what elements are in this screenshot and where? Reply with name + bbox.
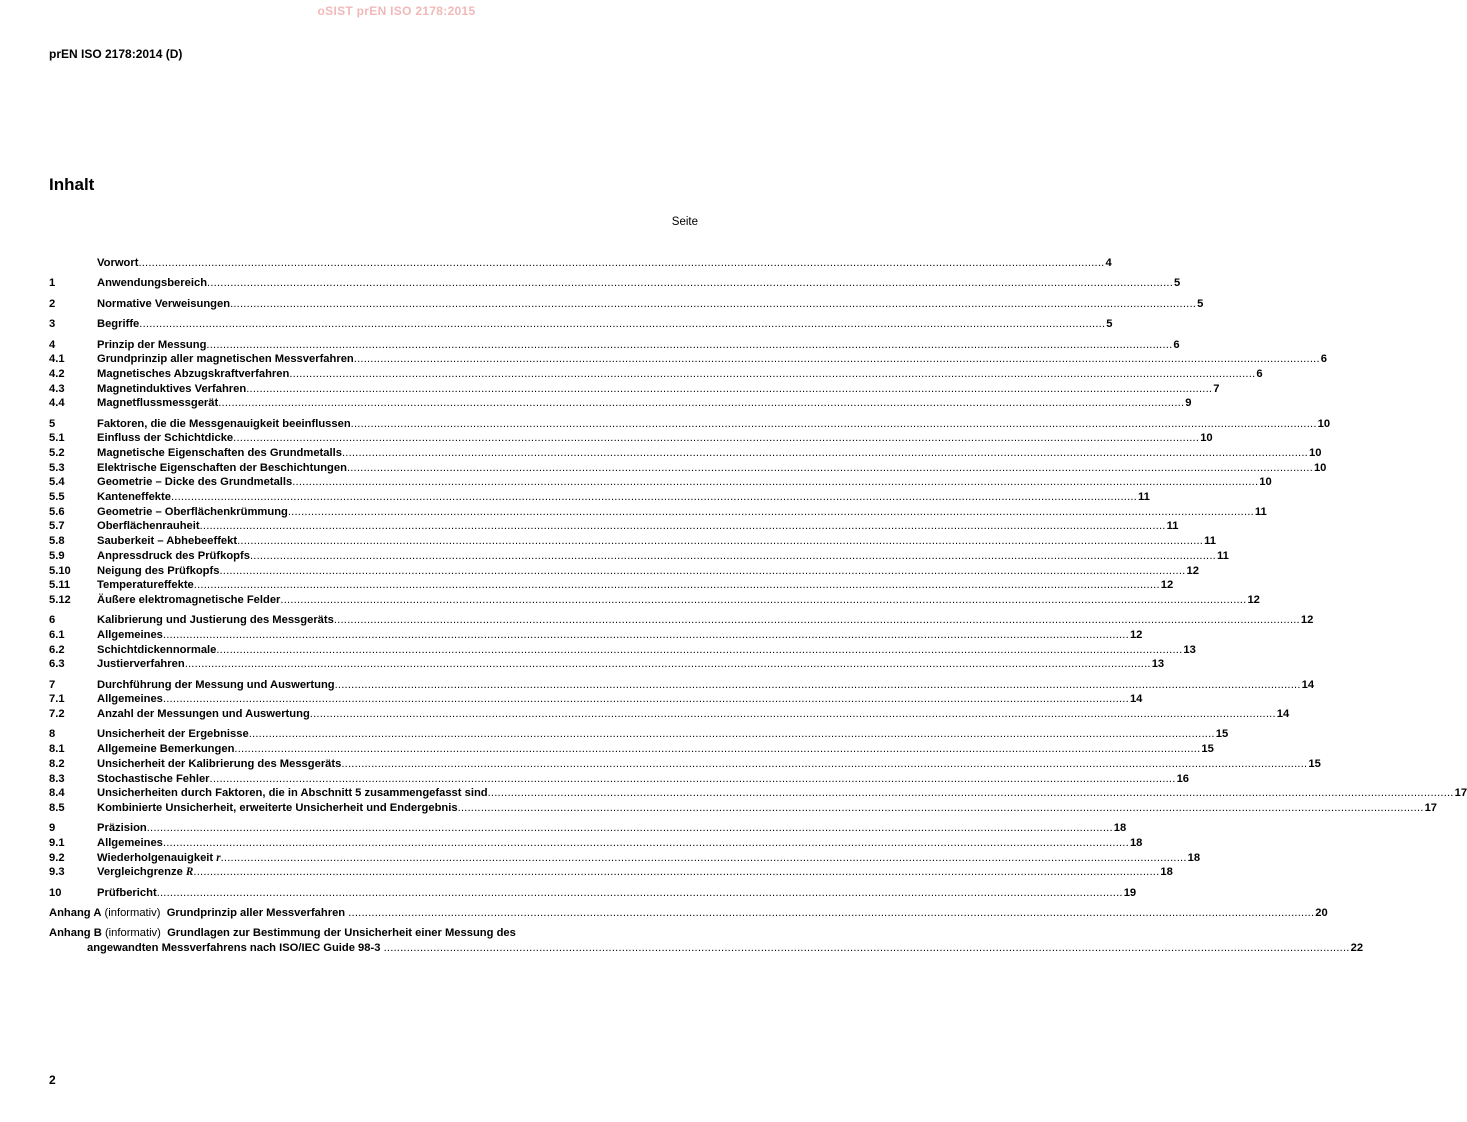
toc-entry-title-text: Allgemeines [97,836,163,849]
toc-entry-title-text: Magnetische Eigenschaften des Grundmetalls [97,447,342,459]
toc-entry[interactable] [49,431,1213,446]
toc-entry-title-text: Anzahl der Messungen und Auswertung [97,708,310,721]
toc-entry[interactable] [49,396,1192,411]
toc-entry-title-text: Wiederholgenauigkeit [97,851,214,864]
toc-entry-page: 10 [1308,447,1322,459]
toc-entry[interactable] [49,865,1173,880]
annex-a-label: Anhang A [49,907,102,920]
toc-entry-title [97,382,246,397]
seite-label: Seite [671,216,698,228]
toc-entry-title [97,431,233,446]
toc-entry-title [97,297,230,312]
toc-entry[interactable] [49,742,1214,757]
leader-dots [342,446,1308,461]
toc-entry-title [97,786,488,801]
annex-a-qualifier: (informativ) [104,907,161,920]
toc-entry-number: 5.6 [49,505,65,518]
toc-entry-title-text: Neigung des Prüfkopfs [97,564,220,577]
toc-entry-title-text: Unsicherheit der Kalibrierung des Messgeräts [97,757,342,770]
document-id: prEN ISO 2178:2014 (D) [49,47,183,61]
toc-entry-page: 10 [1259,476,1272,489]
toc-entry-page: 17 [1454,787,1467,800]
leader-dots [193,865,1159,880]
toc-entry-number: 9 [49,822,56,835]
toc-entry-title [97,446,342,461]
toc-entry-title-text: Normative Verweisungen [97,297,231,310]
watermark: oSIST prEN ISO 2178:2015 [317,4,476,18]
toc-entry-title [97,657,185,672]
toc-entry[interactable] [49,643,1196,658]
toc-entry[interactable] [49,593,1260,608]
leader-dots [351,417,1317,432]
toc-entry-number: 4.4 [49,397,65,410]
toc-entry-title-text: Präzision [97,822,147,835]
leader-dots [138,256,1104,271]
toc-entry-page: 14 [1129,693,1143,706]
toc-entry-title [97,692,163,707]
toc-entry-page: 6 [1256,367,1263,380]
page-title: Inhalt [49,175,95,194]
toc-entry-number: 8.4 [49,787,65,800]
leader-dots [249,727,1215,742]
leader-dots [488,786,1454,801]
toc-entry-title-text: Vergleichgrenze [97,866,183,879]
toc-entry-number: 8.1 [49,743,65,756]
toc-entry[interactable] [49,297,1204,312]
leader-dots [250,549,1216,564]
toc-entry-symbol: r [216,851,221,864]
toc-entry-number: 7.1 [49,693,65,706]
toc-entry-title [97,475,292,490]
leader-dots [347,461,1313,476]
toc-entry-title [97,505,288,520]
toc-entry-page: 12 [1247,593,1260,606]
toc-entry[interactable] [49,564,1199,579]
toc-entry-title [97,643,216,658]
toc-entry-number: 5.9 [49,549,65,562]
leader-dots [219,564,1185,579]
leader-dots [139,317,1105,332]
toc-entry-number: 10 [49,886,62,899]
leader-dots [292,475,1258,490]
toc-entry-number: 8.3 [49,772,65,785]
toc-entry-page: 11 [1138,491,1150,504]
toc-entry-page: 4 [1105,257,1112,269]
toc-entry-page: 12 [1160,579,1174,592]
toc-entry-title [97,707,310,722]
toc-entry[interactable] [49,417,1331,432]
toc-entry[interactable] [49,461,1327,476]
toc-entry-title-text: Allgemeine Bemerkungen [97,743,235,756]
toc-entry-title-text: Unsicherheit der Ergebnisse [97,728,249,741]
toc-entry[interactable] [49,757,1321,772]
toc-entry-number: 5.8 [49,535,65,548]
toc-entry-number: 5.10 [49,564,71,577]
toc-entry[interactable] [49,821,1127,836]
toc-entry-page: 11 [1216,549,1229,562]
toc-entry-number: 3 [49,318,56,331]
toc-entry-page: 5 [1197,297,1204,310]
toc-entry-title-text: Einfluss der Schichtdicke [97,432,234,445]
toc-entry-number: 8.5 [49,801,65,814]
toc-entry-title [97,564,219,579]
leader-dots [458,801,1424,816]
toc-entry-page: 11 [1254,505,1267,518]
toc-entry-number: 5.5 [49,491,65,504]
toc-entry-title-text: Durchführung der Messung und Auswertung [97,678,335,691]
toc-entry-title-text: Kombinierte Unsicherheit, erweiterte Unsicherheit und Endergebnis [97,801,458,814]
toc-entry-title-text: Elektrische Eigenschaften der Beschichtungen [97,461,347,474]
toc-entry-number: 5.12 [49,593,71,606]
toc-entry-title [97,417,351,432]
toc-entry[interactable] [49,256,1112,271]
toc-entry-title [97,742,234,757]
toc-entry-title-text: Stochastische Fehler [97,772,210,785]
toc-entry[interactable] [49,367,1263,382]
toc-entry[interactable] [49,886,1137,901]
toc-entry-title [97,836,163,851]
annex-a-page: 20 [1315,907,1328,920]
toc-entry-title [97,801,458,816]
leader-dots [335,678,1301,693]
annex-b-page: 22 [1350,942,1364,955]
toc-entry-title-text: Schichtdickennormale [97,643,217,656]
leader-dots [341,757,1307,772]
toc-entry[interactable] [49,490,1150,505]
leader-dots [216,643,1182,658]
toc-entry-page: 5 [1174,277,1181,290]
toc-entry-title-text: Temperatureffekte [97,579,194,592]
toc-entry-number: 9.1 [49,836,65,849]
leader-dots [194,578,1160,593]
annex-b-qualifier: (informativ) [104,927,161,940]
leader-dots [234,742,1200,757]
leader-dots [246,382,1212,397]
toc-entry-page: 15 [1308,757,1321,770]
toc-entry[interactable] [49,613,1314,628]
leader-dots [288,505,1254,520]
toc-entry-number: 2 [49,297,56,310]
toc-entry[interactable] [49,382,1220,397]
toc-entry[interactable] [49,692,1143,707]
toc-entry[interactable] [49,707,1290,722]
toc-entry-title [97,338,206,353]
toc-entry[interactable] [49,338,1180,353]
toc-entry-title-text: Geometrie – Oberflächenkrümmung [97,505,288,518]
leader-dots [163,628,1129,643]
leader-dots [230,297,1196,312]
toc-entry-number: 6.2 [49,643,65,656]
annex-b-label: Anhang B [49,927,102,940]
toc-entry-number: 4.3 [49,382,65,395]
toc-entry-title [97,367,289,382]
toc-entry-number: 1 [49,277,56,290]
toc-entry-symbol: R [185,866,194,879]
toc-entry-page: 10 [1200,432,1213,445]
toc-entry-page: 14 [1276,708,1290,721]
toc-entry-title [97,396,218,411]
toc-entry-page: 6 [1320,353,1328,366]
toc-entry-title-text: Begriffe [97,318,140,331]
toc-entry-page: 7 [1213,382,1220,395]
toc-entry-title-text: Unsicherheiten durch Faktoren, die in Abschnitt 5 zusammengefasst sind [97,787,488,800]
toc-entry[interactable] [49,352,1328,367]
toc-entry[interactable] [49,519,1179,534]
toc-entry[interactable] [49,534,1216,549]
leader-dots [280,593,1246,608]
toc-entry-page: 16 [1176,772,1190,785]
toc-entry-title [97,352,354,367]
toc-entry[interactable] [49,836,1143,851]
toc-entry-title-text: Allgemeines [97,628,163,641]
toc-entry-title [97,534,237,549]
toc-entry-page: 19 [1123,886,1137,899]
toc-entries [49,256,1467,900]
toc-entry-page: 18 [1113,822,1127,835]
toc-entry-page: 12 [1186,564,1199,577]
toc-entry-number: 5.1 [49,432,65,445]
toc-entry[interactable] [49,276,1181,291]
leader-dots [233,431,1199,446]
toc-entry-number: 5.11 [49,579,71,592]
leader-dots [348,906,1314,921]
toc-entry-number: 5.2 [49,447,65,459]
leader-dots [334,613,1300,628]
toc-entry-number: 8.2 [49,757,65,770]
toc-entry-title [97,727,249,742]
toc-entry-number: 6.1 [49,628,65,641]
leader-dots [221,851,1187,866]
toc-entry-page: 14 [1301,678,1315,691]
toc-entry[interactable] [49,727,1229,742]
toc-entry[interactable] [49,786,1467,801]
toc-entry-title-text: Magnetflussmessgerät [97,397,219,410]
toc-entry[interactable] [49,317,1113,332]
leader-dots [157,886,1123,901]
leader-dots [384,941,1350,956]
toc-entry[interactable] [49,505,1267,520]
toc-entry-title [97,851,221,866]
toc-entry[interactable] [49,549,1229,564]
toc-entry-number: 6 [49,614,56,627]
toc-entry-title [97,461,347,476]
toc-entry-page: 15 [1201,743,1214,756]
leader-dots [200,519,1166,534]
toc-entry[interactable] [49,657,1165,672]
toc-entry-title-text: Kanteneffekte [97,491,171,504]
toc-entry-number: 9.2 [49,851,65,864]
toc-entry-page: 9 [1185,397,1192,410]
toc-entry-title [97,757,341,772]
toc-entry-page: 15 [1215,728,1229,741]
toc-entry-title-text: Faktoren, die die Messgenauigkeit beeinflussen [97,417,351,430]
leader-dots [171,490,1137,505]
toc-entry-title [97,865,193,880]
toc-entry-number: 8 [49,728,56,741]
toc-entry-page: 18 [1129,836,1143,849]
toc-entry-page: 5 [1106,318,1113,331]
toc-entry-page: 6 [1173,338,1180,351]
toc-entry[interactable] [49,678,1315,693]
leader-dots [163,692,1129,707]
toc-entry-title-text: Äußere elektromagnetische Felder [97,593,281,606]
toc-entry-title-text: Prinzip der Messung [97,338,207,351]
annex-a-title: Grundprinzip aller Messverfahren [166,907,346,920]
toc-entry-title-text: Sauberkeit – Abhebeeffekt [97,535,238,548]
toc-entry-page: 13 [1151,658,1165,671]
table-of-contents [49,256,1467,956]
toc-entry[interactable] [49,628,1143,643]
toc-entry-number: 7 [49,678,56,691]
toc-entry-title [97,593,280,608]
toc-entry-title [97,628,163,643]
toc-entry-title-text: Prüfbericht [97,886,157,899]
toc-entry[interactable] [49,801,1438,816]
toc-entry-number: 4.1 [49,353,65,366]
toc-entry-title [97,256,138,271]
toc-entry-title-text: Magnetinduktives Verfahren [97,382,247,395]
toc-entry-title [97,578,194,593]
leader-dots [354,352,1320,367]
toc-entry-page: 18 [1160,866,1173,879]
leader-dots [310,707,1276,722]
toc-entry-title-text: Grundprinzip aller magnetischen Messverfahren [97,353,354,366]
toc-entry-title-text: Magnetisches Abzugskraftverfahren [97,367,290,380]
toc-entry-number: 9.3 [49,866,65,879]
leader-dots [289,367,1255,382]
toc-entry-title [97,821,147,836]
toc-entry-page: 10 [1313,461,1327,474]
toc-entry-page: 11 [1166,520,1179,533]
toc-entry-number: 5.4 [49,476,65,489]
toc-entry-number: 4.2 [49,367,65,380]
leader-dots [210,772,1176,787]
toc-entry-number: 6.3 [49,658,65,671]
toc-entry-number: 7.2 [49,708,65,721]
toc-entry-title [97,519,200,534]
toc-entry-page: 11 [1204,535,1216,548]
toc-entry-number: 5.7 [49,520,65,533]
toc-entry-number: 5.3 [49,461,65,474]
toc-entry[interactable] [49,772,1190,787]
toc-entry-page: 18 [1187,851,1201,864]
toc-entry-page: 12 [1129,628,1143,641]
leader-dots [185,657,1151,672]
toc-entry-title-text: Justierverfahren [97,658,185,671]
toc-entry-page: 13 [1183,643,1196,656]
toc-entry-page: 12 [1300,614,1314,627]
toc-entry-title-text: Anpressdruck des Prüfkopfs [97,549,250,562]
page-number: 2 [49,1073,56,1087]
toc-entry-number: 5 [49,417,56,430]
toc-entry-page: 10 [1317,417,1331,430]
toc-entry-number: 4 [49,338,56,351]
toc-entry-title [97,490,171,505]
leader-dots [218,396,1184,411]
toc-entry[interactable] [49,446,1322,461]
leader-dots [206,338,1172,353]
toc-annex-a[interactable] [49,906,1328,921]
toc-annex-b[interactable] [49,926,1364,955]
toc-entry-title-text: Vorwort [97,257,139,269]
toc-entry-title-text: Oberflächenrauheit [97,520,200,533]
toc-entry-title [97,317,139,332]
toc-entry-page: 17 [1424,801,1438,814]
toc-entry-title [97,549,250,564]
toc-entry[interactable] [49,578,1174,593]
toc-entry-title-text: Allgemeines [97,693,163,706]
annex-b-title-line1: Grundlagen zur Bestimmung der Unsicherheit einer Messung des [167,927,516,940]
toc-entry[interactable] [49,851,1201,866]
toc-entry[interactable] [49,475,1272,490]
toc-entry-title-text: Kalibrierung und Justierung des Messgeräts [97,614,334,627]
toc-entry-title-text: Anwendungsbereich [97,277,208,290]
leader-dots [207,276,1173,291]
leader-dots [147,821,1113,836]
toc-entry-title [97,678,335,693]
leader-dots [237,534,1203,549]
toc-entry-title-text: Geometrie – Dicke des Grundmetalls [97,476,293,489]
toc-entry-title [97,886,157,901]
annex-b-title-line2: angewandten Messverfahrens nach ISO/IEC Guide 98-3 [87,942,381,955]
toc-entry-title [97,772,210,787]
toc-entry-title [97,613,334,628]
toc-entry-title [97,276,207,291]
leader-dots [163,836,1129,851]
